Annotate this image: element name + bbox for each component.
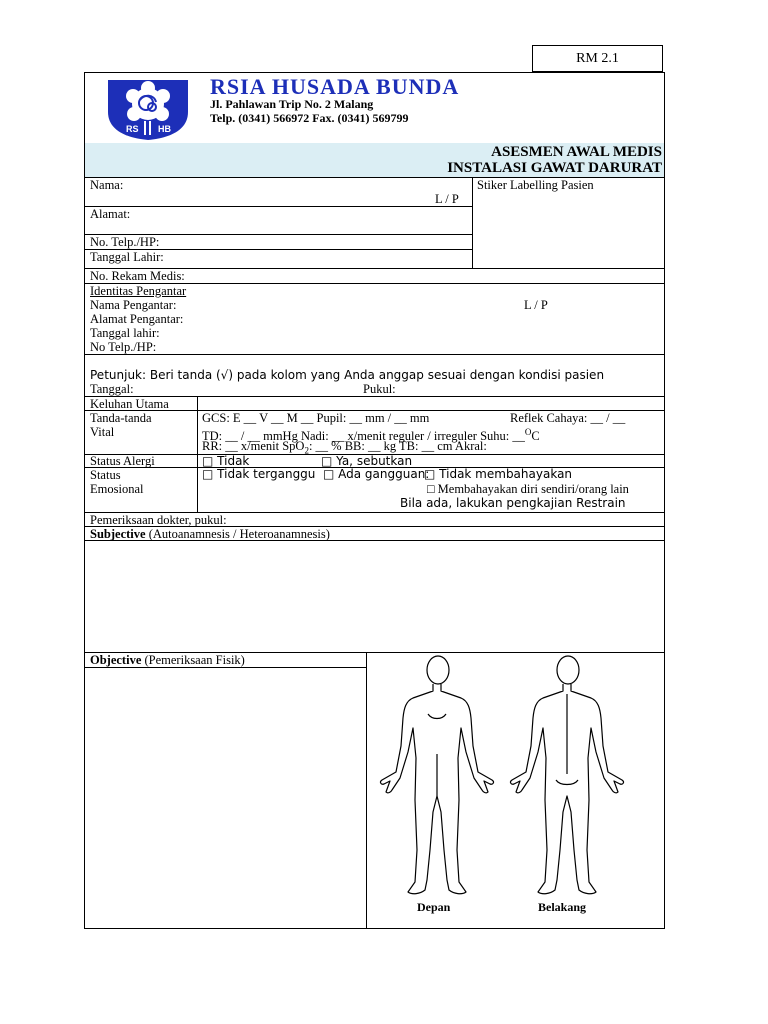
patient-name-label: Nama:: [90, 178, 124, 192]
vitals-line-1: GCS: E __ V __ M __ Pupil: __ mm / __ mm: [202, 411, 430, 425]
divider: [84, 354, 665, 355]
date-label: Tanggal:: [90, 382, 134, 396]
vitals-label-2: Vital: [90, 425, 115, 439]
body-diagram: [370, 654, 662, 900]
subjective-bold: Subjective: [90, 527, 146, 541]
emotional-label-2: Emosional: [90, 482, 144, 496]
escort-address-label: Alamat Pengantar:: [90, 312, 184, 326]
hospital-name: RSIA HUSADA BUNDA: [210, 74, 460, 99]
vitals-line-2-text: TD: __ / __ mmHg Nadi: __ x/menit reguler / irreguler Suhu: __: [202, 429, 525, 444]
time-label: Pukul:: [363, 382, 396, 396]
form-title-line1: ASESMEN AWAL MEDIS: [491, 144, 662, 160]
degree-symbol: O: [524, 427, 532, 437]
celsius-unit: C: [531, 429, 540, 444]
subjective-rest: (Autoanamnesis / Heteroanamnesis): [145, 527, 330, 541]
hospital-phone: Telp. (0341) 566972 Fax. (0341) 569799: [210, 111, 409, 125]
doctor-exam-time-label: Pemeriksaan dokter, pukul:: [90, 513, 227, 527]
patient-address-label: Alamat:: [90, 207, 131, 221]
patient-dob-label: Tanggal Lahir:: [90, 250, 164, 264]
emotional-option-not-dangerous[interactable]: □ Tidak membahayakan: [424, 467, 573, 481]
hospital-address: [210, 97, 409, 125]
body-front-figure: [381, 656, 494, 894]
form-title: [447, 144, 662, 176]
objective-rest: (Pemeriksaan Fisik): [141, 653, 245, 667]
patient-sex-label: L / P: [435, 192, 459, 206]
vitals-line-3-text: RR: __ x/menit SpO: [202, 439, 305, 453]
escort-name-label: Nama Pengantar:: [90, 298, 177, 312]
complaint-label: Keluhan Utama: [90, 397, 169, 411]
allergy-option-yes[interactable]: □ Ya, sebutkan: [321, 454, 413, 468]
vitals-line-1b: Reflek Cahaya: __ / __: [510, 411, 626, 425]
vitals-line-3b-text: : __ % BB: __ kg TB: __ cm Akral:: [308, 439, 487, 453]
restraint-note: Bila ada, lakukan pengkajian Restrain: [400, 496, 626, 510]
medical-record-label: No. Rekam Medis:: [90, 269, 185, 283]
hospital-street: Jl. Pahlawan Trip No. 2 Malang: [210, 97, 374, 111]
patient-phone-label: No. Telp./HP:: [90, 235, 160, 249]
sticker-label: Stiker Labelling Pasien: [477, 178, 594, 192]
emotional-option-disturbed[interactable]: □ Ada gangguan:: [323, 467, 430, 481]
spo2-subscript: 2: [304, 445, 309, 456]
front-caption: Depan: [417, 900, 451, 914]
emotional-option-not-disturbed[interactable]: □ Tidak terganggu: [202, 467, 316, 481]
divider: [472, 177, 473, 268]
divider: [84, 540, 665, 541]
form-code: RM 2.1: [532, 45, 663, 72]
allergy-label: Status Alergi: [90, 454, 155, 468]
escort-phone-label: No Telp./HP:: [90, 340, 157, 354]
hospital-logo: [100, 76, 196, 142]
objective-bold: Objective: [90, 653, 142, 667]
divider: [84, 206, 472, 207]
allergy-option-no[interactable]: □ Tidak: [202, 454, 250, 468]
divider: [84, 667, 366, 668]
back-caption: Belakang: [538, 900, 587, 914]
vitals-label-1: Tanda-tanda: [90, 411, 152, 425]
emotional-label-1: Status: [90, 468, 121, 482]
logo-text-left: RS: [126, 124, 139, 134]
objective-heading: [90, 653, 245, 667]
logo-text-right: HB: [158, 124, 171, 134]
escort-heading: Identitas Pengantar: [90, 284, 187, 298]
subjective-heading: [90, 527, 330, 541]
emotional-option-dangerous[interactable]: □ Membahayakan diri sendiri/orang lain: [427, 482, 629, 496]
divider: [366, 652, 367, 929]
divider: [84, 396, 665, 397]
body-back-figure: [511, 656, 624, 894]
escort-dob-label: Tanggal lahir:: [90, 326, 160, 340]
form-title-line2: INSTALASI GAWAT DARURAT: [447, 160, 662, 176]
instructions-text: Petunjuk: Beri tanda (√) pada kolom yang Anda anggap sesuai dengan kondisi pasien: [90, 368, 605, 382]
escort-sex-label: L / P: [524, 298, 548, 312]
